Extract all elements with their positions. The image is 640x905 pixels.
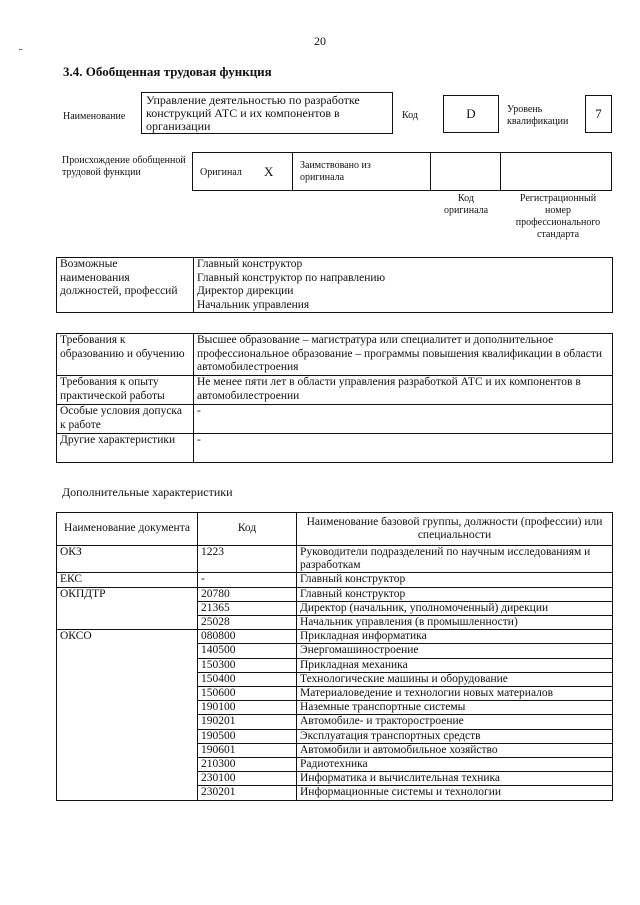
- document-cell: [57, 729, 198, 743]
- document-cell: ЕКС: [57, 573, 198, 587]
- document-cell: [57, 758, 198, 772]
- document-cell: [57, 786, 198, 800]
- requirement-value: -: [194, 405, 613, 434]
- code-original-label: Код оригинала: [443, 193, 489, 216]
- function-name: Управление деятельностью по разработке конструкций АТС и их компонентов в организации: [146, 93, 360, 133]
- table-row: [57, 786, 613, 800]
- origin-divider: [430, 152, 431, 191]
- code-cell: 190201: [198, 715, 297, 729]
- code-cell: 190100: [198, 701, 297, 715]
- document-cell: ОКПДТР: [57, 587, 198, 601]
- positions-label: Возможные наименования должностей, профессий: [57, 258, 194, 313]
- requirement-row: [57, 376, 613, 405]
- position-item: Главный конструктор: [197, 258, 303, 270]
- header-document: Наименование документа: [57, 513, 198, 546]
- name-cell: Автомобили и автомобильное хозяйство: [297, 743, 613, 757]
- code-cell: 230201: [198, 786, 297, 800]
- origin-label: Происхождение обобщенной трудовой функции: [62, 155, 186, 178]
- table-row: [57, 587, 613, 601]
- table-row: [57, 772, 613, 786]
- document-cell: [57, 658, 198, 672]
- code-cell: 230100: [198, 772, 297, 786]
- document-cell: [57, 616, 198, 630]
- position-item: Директор дирекции: [197, 285, 294, 297]
- additional-header-row: [57, 513, 613, 546]
- name-cell: Прикладная информатика: [297, 630, 613, 644]
- function-code: D: [466, 106, 476, 121]
- page-number: 20: [314, 34, 326, 48]
- table-row: [57, 546, 613, 573]
- code-cell: 150300: [198, 658, 297, 672]
- name-cell: Директор (начальник, уполномоченный) дирекции: [297, 601, 613, 615]
- table-row: [57, 672, 613, 686]
- additional-body: [57, 546, 613, 801]
- document-cell: [57, 772, 198, 786]
- header-name: Наименование базовой группы, должности (профессии) или специальности: [297, 513, 613, 546]
- document-cell: ОКЗ: [57, 546, 198, 573]
- original-mark: X: [264, 164, 274, 179]
- document-cell: [57, 672, 198, 686]
- name-cell: Автомобиле- и тракторостроение: [297, 715, 613, 729]
- name-cell: Прикладная механика: [297, 658, 613, 672]
- requirement-label: Особые условия допуска к работе: [57, 405, 194, 434]
- table-row: [57, 743, 613, 757]
- name-cell: Руководители подразделений по научным исследованиям и разработкам: [297, 546, 613, 573]
- table-row: [57, 758, 613, 772]
- requirement-row: [57, 434, 613, 463]
- code-cell: 210300: [198, 758, 297, 772]
- requirement-value: Не менее пяти лет в области управления разработкой АТС и их компонентов в автомобилестроении: [194, 376, 613, 405]
- level-box: [585, 95, 612, 133]
- code-cell: 190500: [198, 729, 297, 743]
- requirement-row: [57, 334, 613, 376]
- document-cell: [57, 701, 198, 715]
- scan-mark: [19, 49, 22, 50]
- position-item: Главный конструктор по направлению: [197, 271, 386, 284]
- document-cell: [57, 715, 198, 729]
- function-code-box: [443, 95, 499, 133]
- name-cell: Главный конструктор: [297, 587, 613, 601]
- name-cell: Информационные системы и технологии: [297, 786, 613, 800]
- name-cell: Энергомашиностроение: [297, 644, 613, 658]
- function-name-box: [141, 92, 393, 134]
- additional-table: [56, 512, 613, 801]
- reg-number-label: Регистрационный номер профессионального стандарта: [515, 193, 601, 240]
- code-cell: 25028: [198, 616, 297, 630]
- document-cell: [57, 644, 198, 658]
- code-cell: 150600: [198, 687, 297, 701]
- level-label: Уровень квалификации: [507, 104, 569, 127]
- name-cell: Технологические машины и оборудование: [297, 672, 613, 686]
- requirement-row: [57, 405, 613, 434]
- table-row: [57, 616, 613, 630]
- positions-table: [56, 257, 613, 313]
- table-row: [57, 729, 613, 743]
- table-row: [57, 601, 613, 615]
- code-cell: 1223: [198, 546, 297, 573]
- name-cell: Главный конструктор: [297, 573, 613, 587]
- code-cell: 190601: [198, 743, 297, 757]
- requirement-value: -: [194, 434, 613, 463]
- table-row: [57, 658, 613, 672]
- borrowed-label: Заимствовано из оригинала: [300, 160, 371, 183]
- additional-title: Дополнительные характеристики: [62, 485, 233, 499]
- positions-list: [194, 258, 613, 313]
- document-cell: [57, 601, 198, 615]
- requirement-value: Высшее образование – магистратура или специалитет и дополнительное профессиональное образование – программы повышения квалификации в области автомобилестроения: [194, 334, 613, 376]
- code-cell: 21365: [198, 601, 297, 615]
- position-item: Начальник управления: [197, 298, 310, 311]
- requirement-label: Требования к опыту практической работы: [57, 376, 194, 405]
- code-cell: 140500: [198, 644, 297, 658]
- table-row: [57, 573, 613, 587]
- origin-divider: [292, 152, 293, 191]
- origin-divider: [500, 152, 501, 191]
- document-cell: [57, 687, 198, 701]
- table-row: [57, 630, 613, 644]
- code-cell: 150400: [198, 672, 297, 686]
- code-cell: 20780: [198, 587, 297, 601]
- table-row: [57, 687, 613, 701]
- name-cell: Информатика и вычислительная техника: [297, 772, 613, 786]
- table-row: [57, 701, 613, 715]
- level-value: 7: [595, 106, 602, 121]
- header-code: Код: [198, 513, 297, 546]
- requirements-table: [56, 333, 613, 463]
- table-row: [57, 644, 613, 658]
- section-title: 3.4. Обобщенная трудовая функция: [63, 64, 272, 79]
- requirement-label: Другие характеристики: [57, 434, 194, 463]
- name-cell: Материаловедение и технологии новых материалов: [297, 687, 613, 701]
- name-cell: Эксплуатация транспортных средств: [297, 729, 613, 743]
- name-label: Наименование: [63, 111, 126, 122]
- original-label: Оригинал: [200, 167, 242, 178]
- document-cell: [57, 743, 198, 757]
- code-label: Код: [402, 110, 418, 121]
- code-cell: -: [198, 573, 297, 587]
- table-row: [57, 715, 613, 729]
- requirement-label: Требования к образованию и обучению: [57, 334, 194, 376]
- name-cell: Радиотехника: [297, 758, 613, 772]
- code-cell: 080800: [198, 630, 297, 644]
- document-cell: ОКСО: [57, 630, 198, 644]
- name-cell: Начальник управления (в промышленности): [297, 616, 613, 630]
- name-cell: Наземные транспортные системы: [297, 701, 613, 715]
